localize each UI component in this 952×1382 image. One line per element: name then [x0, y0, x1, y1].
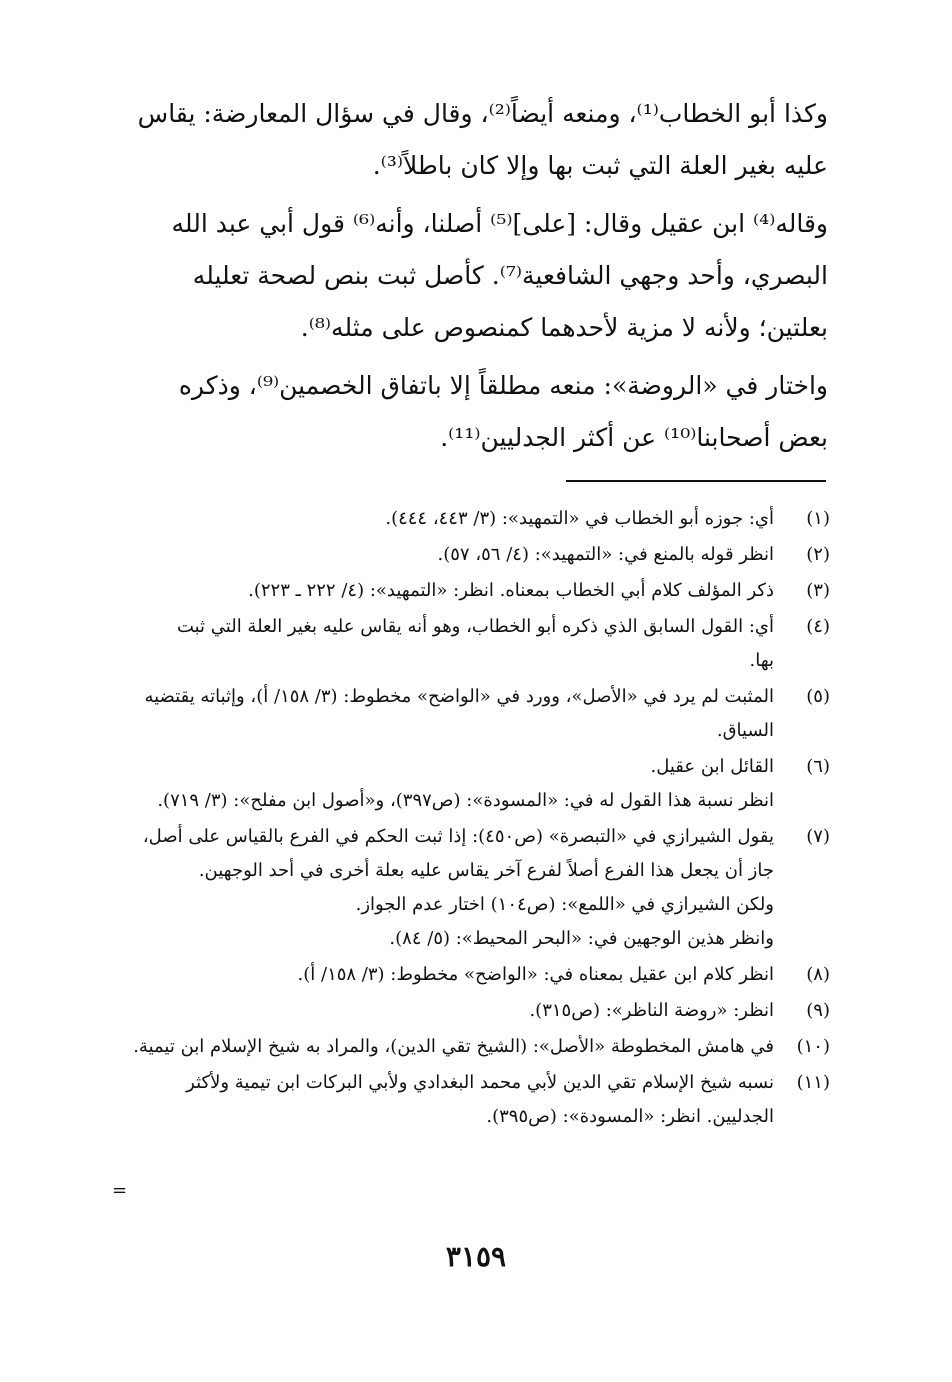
footnote-text: المثبت لم يرد في «الأصل»، وورد في «الواضح» مخطوط: (٣/ ١٥٨/ أ)، وإثباته يقتضيه: [144, 686, 774, 707]
footnote-text: القائل ابن عقيل.: [650, 756, 774, 777]
main-text: [118, 88, 828, 470]
footnote-text: الجدليين. انظر: «المسودة»: (ص٣٩٥).: [486, 1106, 774, 1127]
paragraph-line: البصري، وأحد وجهي الشافعية⁽⁷⁾. كأصل ثبت بنص لصحة تعليله: [192, 261, 828, 290]
footnote: [118, 538, 830, 572]
paragraph-line: بعلتين؛ ولأنه لا مزية لأحدهما كمنصوص على مثله⁽⁸⁾.: [300, 313, 828, 342]
footnote: [118, 1030, 830, 1064]
footnote-text: أي: جوزه أبو الخطاب في «التمهيد»: (٣/ ٤٤٣، ٤٤٤).: [385, 508, 774, 529]
footnote: [118, 958, 830, 992]
footnote: [118, 994, 830, 1028]
footnote-text: بها.: [749, 650, 774, 671]
footnote-text: انظر: «روضة الناظر»: (ص٣١٥).: [529, 1000, 774, 1021]
page-number: ٣١٥٩: [445, 1240, 507, 1273]
footnote-text: في هامش المخطوطة «الأصل»: (الشيخ تقي الدين)، والمراد به شيخ الإسلام ابن تيمية.: [133, 1036, 774, 1057]
paragraph-2: [118, 198, 828, 354]
footnote-text: يقول الشيرازي في «التبصرة» (ص٤٥٠): إذا ثبت الحكم في الفرع بالقياس على أصل،: [142, 826, 774, 847]
footnote-number: (٩): [806, 1000, 830, 1021]
footnote-text: نسبه شيخ الإسلام تقي الدين لأبي محمد البغدادي ولأبي البركات ابن تيمية ولأكثر: [186, 1072, 774, 1093]
footnote-number: (٧): [806, 826, 830, 847]
paragraph-1: [118, 88, 828, 192]
footnote-number: (١): [806, 508, 830, 529]
footnote-separator: [566, 480, 826, 482]
footnote-text: انظر كلام ابن عقيل بمعناه في: «الواضح» مخطوط: (٣/ ١٥٨/ أ).: [297, 964, 774, 985]
paragraph-line: بعض أصحابنا⁽¹⁰⁾ عن أكثر الجدليين⁽¹¹⁾.: [440, 423, 828, 452]
footnote-number: (٢): [806, 544, 830, 565]
footnote-text: انظر قوله بالمنع في: «التمهيد»: (٤/ ٥٦، ٥٧).: [437, 544, 774, 565]
footnote-text: وانظر هذين الوجهين في: «البحر المحيط»: (٥/ ٨٤).: [389, 928, 774, 949]
footnote-number: (١٠): [796, 1036, 830, 1057]
paragraph-line: عليه بغير العلة التي ثبت بها وإلا كان باطلاً⁽³⁾.: [372, 151, 828, 180]
footnote: [118, 574, 830, 608]
footnote-number: (٥): [806, 686, 830, 707]
footnote-number: (١١): [796, 1072, 830, 1093]
footnote-text: ذكر المؤلف كلام أبي الخطاب بمعناه. انظر: «التمهيد»: (٤/ ٢٢٢ ـ ٢٢٣).: [248, 580, 774, 601]
paragraph-line: واختار في «الروضة»: منعه مطلقاً إلا باتفاق الخصمين⁽⁹⁾، وذكره: [178, 371, 828, 400]
continuation-mark: =: [112, 1180, 128, 1201]
footnote-number: (٦): [806, 756, 830, 777]
footnote-text: السياق.: [716, 720, 774, 741]
footnote-text: انظر نسبة هذا القول له في: «المسودة»: (ص٣٩٧)، و«أصول ابن مفلح»: (٣/ ٧١٩).: [157, 790, 774, 811]
footnote-text: جاز أن يجعل هذا الفرع أصلاً لفرع آخر يقاس عليه بعلة أخرى في أحد الوجهين.: [198, 860, 774, 881]
footnote: [118, 680, 830, 748]
footnote: [118, 502, 830, 536]
footnote: [118, 1066, 830, 1134]
paragraph-3: [118, 360, 828, 464]
footnote-text: أي: القول السابق الذي ذكره أبو الخطاب، وهو أنه يقاس عليه بغير العلة التي ثبت: [176, 616, 774, 637]
footnote: [118, 820, 830, 956]
footnote: [118, 750, 830, 818]
footnote-text: ولكن الشيرازي في «اللمع»: (ص١٠٤) اختار عدم الجواز.: [355, 894, 774, 915]
footnote-number: (٤): [806, 616, 830, 637]
footnote: [118, 610, 830, 678]
footnotes: [118, 502, 830, 1136]
footnote-number: (٣): [806, 580, 830, 601]
paragraph-line: وكذا أبو الخطاب⁽¹⁾، ومنعه أيضاً⁽²⁾، وقال في سؤال المعارضة: يقاس: [137, 99, 828, 128]
footnote-number: (٨): [806, 964, 830, 985]
paragraph-line: وقاله⁽⁴⁾ ابن عقيل وقال: [على]⁽⁵⁾ أصلنا، وأنه⁽⁶⁾ قول أبي عبد الله: [171, 209, 828, 238]
